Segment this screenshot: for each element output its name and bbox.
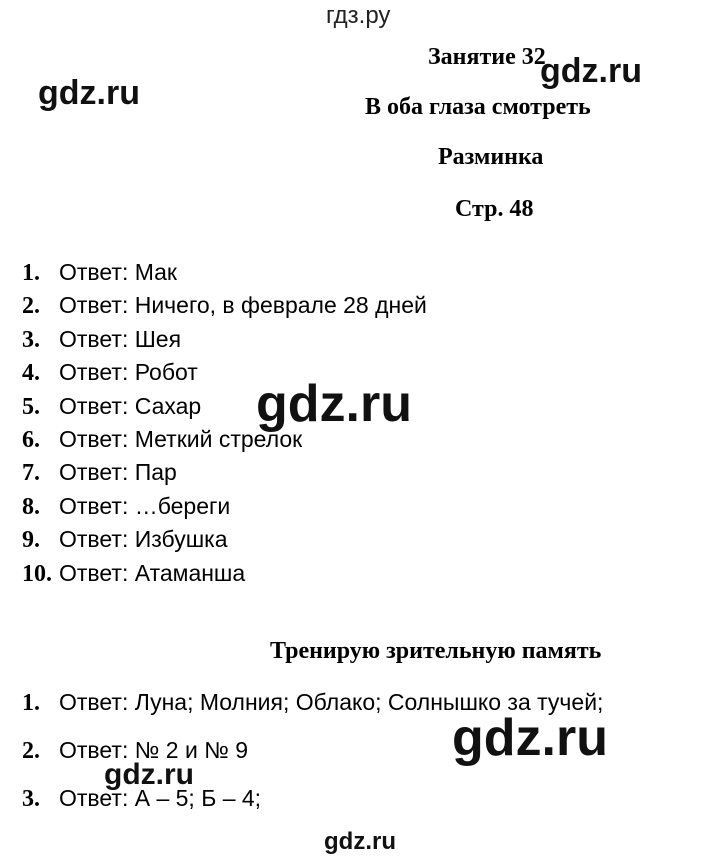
item-answer: Ответ: …береги [59, 492, 231, 519]
watermark: gdz.ru [540, 52, 642, 90]
item-number: 4. [22, 360, 40, 387]
list-item [22, 256, 427, 289]
item-number: 8. [22, 493, 40, 520]
lesson-title: В оба глаза смотреть [365, 94, 591, 120]
item-number: 3. [22, 326, 40, 353]
item-answer: Ответ: Ничего, в феврале 28 дней [59, 292, 427, 319]
item-answer: Ответ: Избушка [59, 526, 228, 553]
item-answer: Ответ: Сахар [59, 392, 202, 419]
list-item [22, 490, 427, 523]
item-number: 1. [22, 690, 40, 716]
lesson-number: Занятие 32 [428, 44, 546, 70]
item-number: 2. [22, 738, 40, 764]
item-number: 3. [22, 786, 40, 812]
item-number: 1. [22, 260, 40, 286]
item-answer: Ответ: № 2 и № 9 [59, 737, 249, 763]
item-number: 2. [22, 293, 40, 320]
watermark-top: гдз.ру [326, 2, 391, 29]
item-answer: Ответ: Робот [59, 359, 198, 386]
item-answer: Ответ: Меткий стрелок [59, 425, 303, 452]
item-number: 5. [22, 393, 40, 420]
watermark: gdz.ru [452, 709, 608, 767]
list-item [22, 323, 427, 356]
item-number: 7. [22, 460, 40, 487]
item-number: 10. [22, 560, 52, 587]
item-answer: Ответ: Мак [59, 259, 177, 285]
item-number: 6. [22, 426, 40, 453]
item-answer: Ответ: Атаманша [59, 559, 246, 586]
list-item [22, 289, 427, 322]
item-answer: Ответ: Пар [59, 459, 177, 486]
item-answer: Ответ: Луна; Молния; Облако; Солнышко за тучей; [59, 689, 604, 715]
item-answer: Ответ: Шея [59, 325, 182, 352]
list-item [22, 456, 427, 489]
training-heading: Тренирую зрительную память [270, 638, 602, 664]
list-item [22, 557, 427, 590]
watermark: gdz.ru [104, 758, 194, 791]
item-answer: Ответ: А – 5; Б – 4; [59, 785, 262, 811]
watermark: gdz.ru [38, 74, 140, 112]
watermark-bottom: gdz.ru [324, 828, 396, 855]
watermark: gdz.ru [256, 375, 412, 433]
list-item [22, 523, 427, 556]
item-number: 9. [22, 527, 40, 554]
section-heading: Разминка [438, 144, 544, 170]
page-reference: Стр. 48 [455, 196, 534, 222]
